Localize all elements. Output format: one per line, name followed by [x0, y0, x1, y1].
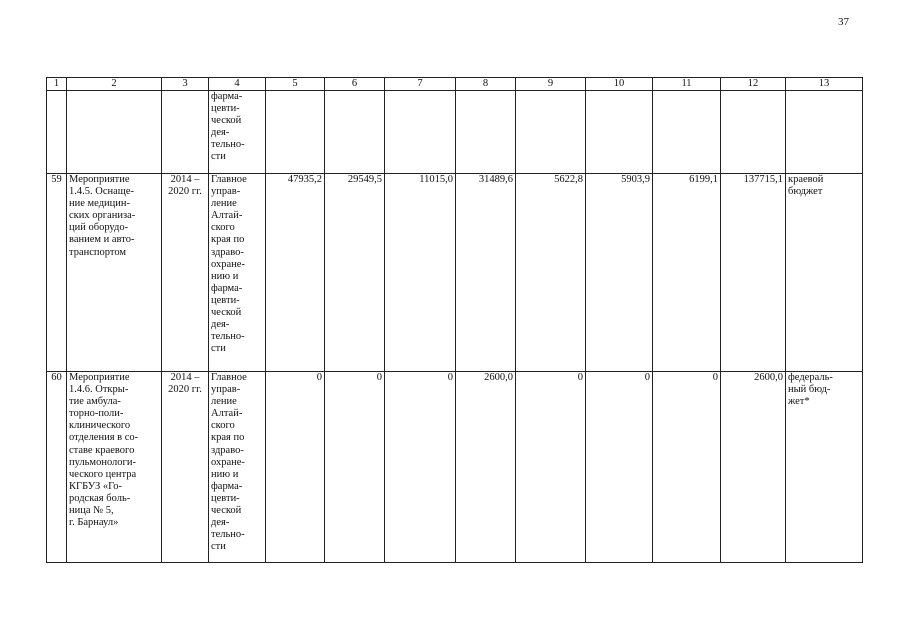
- value-cell-2020: 6199,1: [653, 174, 721, 372]
- header-cell: 4: [209, 78, 266, 91]
- cell-empty: [67, 91, 162, 174]
- executor-cell: Главное управ- ление Алтай- ского края по здраво- охране- нию и фарма- цевти- ческой дея- тельно- сти: [209, 174, 266, 372]
- value-cell-total: 2600,0: [721, 372, 786, 563]
- header-cell: 7: [385, 78, 456, 91]
- row-number-cell: 59: [47, 174, 67, 372]
- header-cell: 9: [516, 78, 586, 91]
- budget-table: [46, 77, 863, 563]
- cell-empty: [653, 91, 721, 174]
- header-cell: 3: [162, 78, 209, 91]
- page-number: 37: [838, 16, 849, 28]
- cell-empty: [786, 91, 863, 174]
- value-cell-2015: 29549,5: [325, 174, 385, 372]
- value-cell-total: 137715,1: [721, 174, 786, 372]
- value-cell-2016: 0: [385, 372, 456, 563]
- value-cell-2017: 2600,0: [456, 372, 516, 563]
- value-cell-2018: 0: [516, 372, 586, 563]
- header-cell: 10: [586, 78, 653, 91]
- header-cell: 2: [67, 78, 162, 91]
- value-cell-2019: 5903,9: [586, 174, 653, 372]
- activity-name-cell: Мероприятие 1.4.5. Оснаще- ние медицин- ских организа- ций оборудо- ванием и авто- транспортом: [67, 174, 162, 372]
- table-row: [47, 372, 863, 563]
- cell-empty: [456, 91, 516, 174]
- cell-empty: [162, 91, 209, 174]
- cell-empty: [266, 91, 325, 174]
- cell-empty: [586, 91, 653, 174]
- table-row: [47, 174, 863, 372]
- cell-empty: [325, 91, 385, 174]
- executor-cell: фарма- цевти- ческой дея- тельно- сти: [209, 91, 266, 174]
- header-cell: 12: [721, 78, 786, 91]
- cell-empty: [721, 91, 786, 174]
- value-cell-2016: 11015,0: [385, 174, 456, 372]
- header-cell: 6: [325, 78, 385, 91]
- row-number-cell: 60: [47, 372, 67, 563]
- cell-empty: [385, 91, 456, 174]
- header-cell: 8: [456, 78, 516, 91]
- value-cell-2018: 5622,8: [516, 174, 586, 372]
- cell-empty: [516, 91, 586, 174]
- funding-source-cell: краевой бюджет: [786, 174, 863, 372]
- period-cell: 2014 – 2020 гг.: [162, 174, 209, 372]
- header-cell: 5: [266, 78, 325, 91]
- value-cell-2014: 47935,2: [266, 174, 325, 372]
- value-cell-2015: 0: [325, 372, 385, 563]
- header-cell: 1: [47, 78, 67, 91]
- header-cell: 13: [786, 78, 863, 91]
- table-header-row: [47, 78, 863, 91]
- value-cell-2017: 31489,6: [456, 174, 516, 372]
- value-cell-2014: 0: [266, 372, 325, 563]
- funding-source-cell: федераль- ный бюд- жет*: [786, 372, 863, 563]
- executor-cell: Главное управ- ление Алтай- ского края по здраво- охране- нию и фарма- цевти- ческой дея- тельно- сти: [209, 372, 266, 563]
- cell-empty: [47, 91, 67, 174]
- activity-name-cell: Мероприятие 1.4.6. Откры- тие амбула- торно-поли- клинического отделения в со- ставе краевого пульмонологи- ческого центра КГБУЗ «Го- родская боль- ница № 5, г. Барнаул»: [67, 372, 162, 563]
- period-cell: 2014 – 2020 гг.: [162, 372, 209, 563]
- value-cell-2019: 0: [586, 372, 653, 563]
- table-row-continuation: [47, 91, 863, 174]
- value-cell-2020: 0: [653, 372, 721, 563]
- header-cell: 11: [653, 78, 721, 91]
